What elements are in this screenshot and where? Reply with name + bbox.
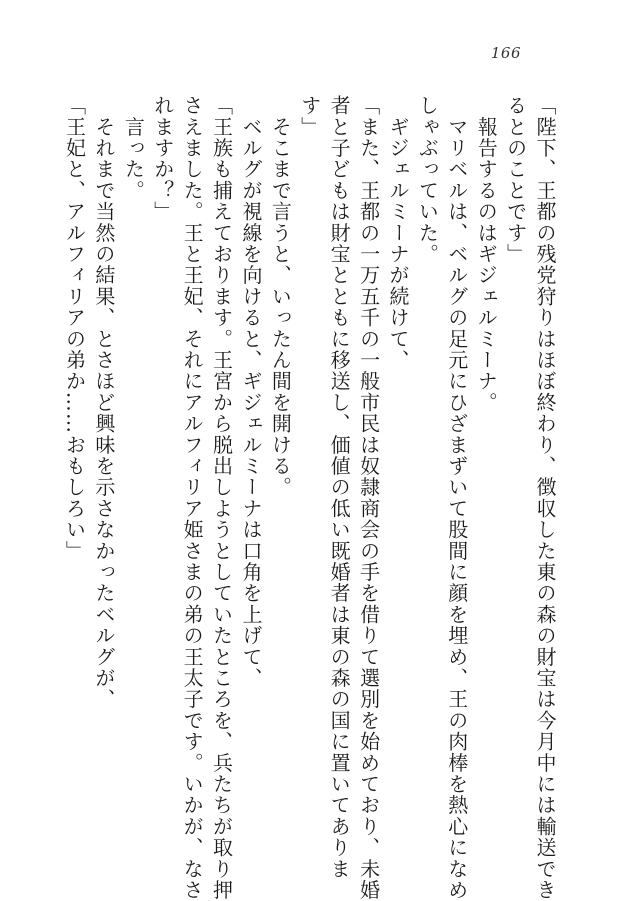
text-line: 言った。	[121, 95, 146, 201]
text-line: そこまで言うと、いったん間を開ける。	[268, 95, 293, 498]
text-line: れますか？」	[150, 95, 175, 223]
text-line: 「王族も捕えております。王宮から脱出しようとしていたところを、兵たちが取り押	[209, 95, 234, 901]
text-line: 報告するのはギジェルミーナ。	[474, 95, 499, 413]
text-line: ギジェルミーナが続けて、	[385, 95, 410, 371]
text-line: ベルグが視線を向けると、ギジェルミーナは口角を上げて、	[238, 95, 263, 689]
text-line: マリベルは、ベルグの足元にひざまずいて股間に顔を埋め、王の肉棒を熱心になめ	[444, 95, 469, 901]
page-number: 166	[490, 44, 521, 62]
text-line: 「また、王都の一万五千の一般市民は奴隷商会の手を借りて選別を始めており、未婚	[356, 95, 381, 901]
text-line: さえました。王と王妃、それにアルフィリア姫さまの弟の王太子です。いかが、なさ	[180, 95, 205, 901]
text-line: それまで当然の結果、とさほど興味を示さなかったベルグが、	[91, 95, 116, 710]
text-line: 「王妃と、アルフィリアの弟か……おもしろい」	[62, 95, 87, 562]
text-line: るとのことです」	[503, 95, 528, 265]
text-line: 「陛下、王都の残党狩りはほぼ終わり、徴収した東の森の財宝は今月中には輸送でき	[533, 95, 557, 901]
text-line: しゃぶっていた。	[415, 95, 440, 265]
text-line: す」	[297, 95, 322, 138]
vertical-text-body	[39, 95, 559, 901]
text-line: 者と子どもは財宝とともに移送し、価値の低い既婚者は東の森の国に置いてありま	[327, 95, 352, 880]
